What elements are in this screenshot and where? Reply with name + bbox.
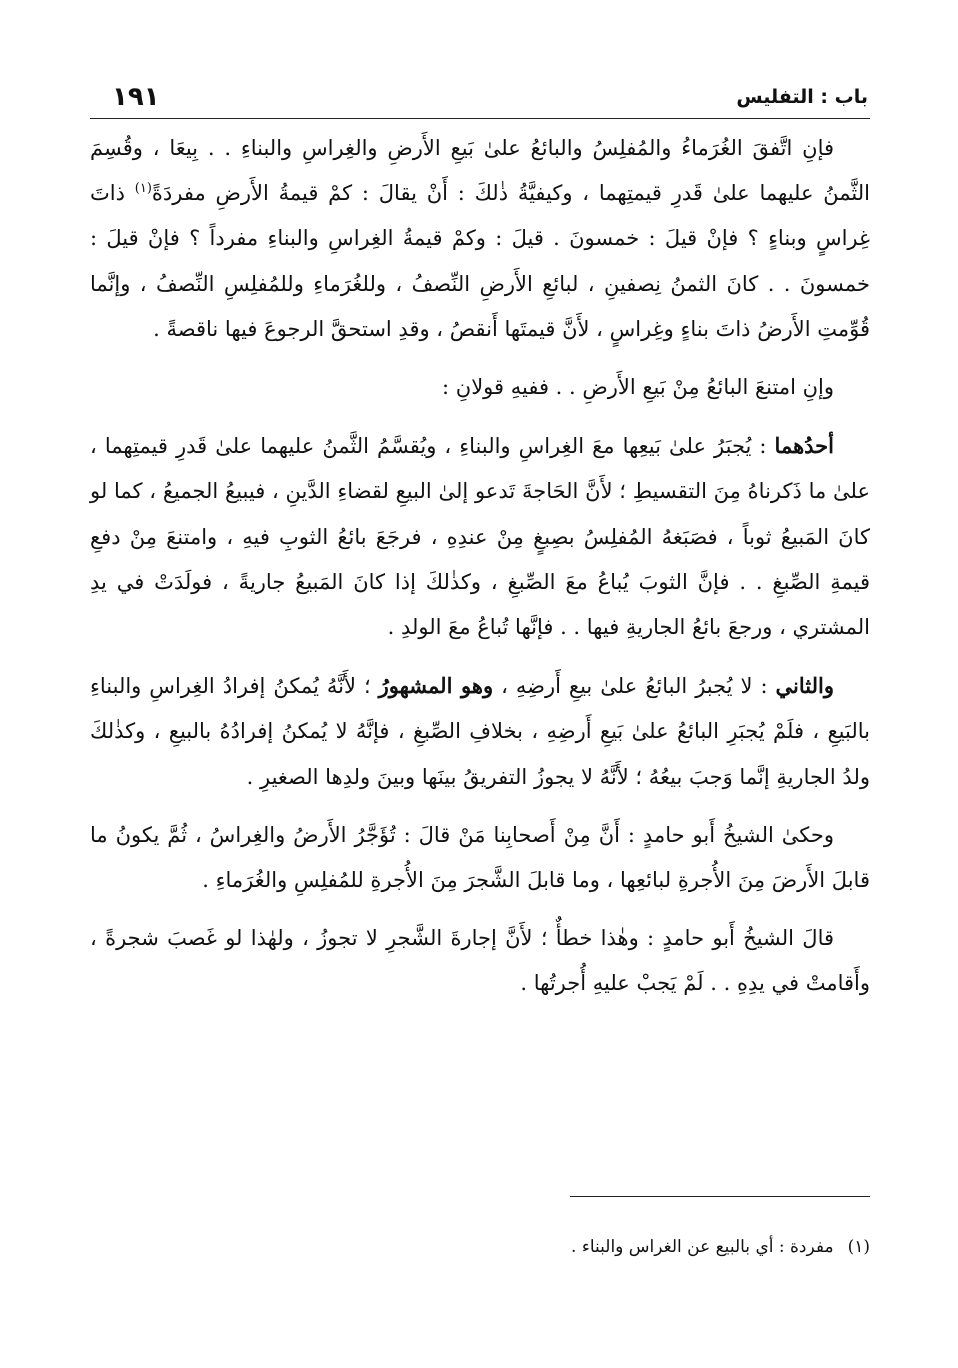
paragraph-4 (90, 663, 870, 800)
paragraph-text: قالَ الشيخُ أَبو حامدٍ : وهٰذا خطأٌ ؛ لأَنَّ إجارةَ الشَّجرِ لا تجوزُ ، ولهٰذا لو غَصبَ شجرةً ، وأَقامتْ في يدِهِ . . لَمْ يَجبْ عليهِ أُجرتُها . (90, 926, 870, 996)
opinion-label-first: أحدُهما (774, 433, 834, 459)
page-number: ١٩١ (112, 82, 160, 112)
paragraph-3 (90, 423, 870, 650)
chapter-title: باب : التفليس (736, 86, 868, 108)
running-header (90, 84, 870, 114)
paragraph-text: ذاتَ غِراسٍ وبناءٍ ؟ فإنْ قيلَ : خمسونَ . قيلَ : وكمْ قيمةُ الغِراسِ والبناءِ مفرداً ؟ فإنْ قيلَ : خمسونَ . . كانَ الثمنُ نِصفينِ ، لبائعِ الأَرضِ النِّصفُ ، وللغُرَماءِ وللمُفلِسِ النِّصفُ ، وإنَّما قُوِّمتِ الأَرضُ ذاتَ بناءٍ وغِراسٍ ، لأَنَّ قيمتَها أَنقصُ ، وقدِ استحقَّ الرجوعَ فيها ناقصةً . (90, 181, 870, 341)
footnote (90, 1232, 870, 1262)
paragraph-text: : يُجبَرُ علىٰ بَيعِها معَ الغِراسِ والبناءِ ، ويُقسَّمُ الثَّمنُ عليهما علىٰ قَدرِ قيمتِهما ، علىٰ ما ذَكرناهُ مِنَ التقسيطِ ؛ لأَنَّ الحَاجةَ تَدعو إلىٰ البيعِ لقضاءِ الدَّينِ ، فيبيعُ الجميعُ ، كما لو كانَ المَبيعُ ثوباً ، فصَبَغهُ المُفلِسُ بصِبغٍ مِنْ عندِهِ ، فرجَعَ بائعُ الثوبِ فيهِ ، وامتنعَ مِنْ دفعِ قيمةِ الصِّبغِ . . فإنَّ الثوبَ يُباعُ معَ الصِّبغِ ، وكذٰلكَ إذا كانَ المَبيعُ جاريةً ، فولَدَتْ في يدِ المشتري ، ورجعَ بائعُ الجاريةِ فيها . . فإنَّها تُباعُ معَ الولدِ . (90, 434, 870, 640)
paragraph-1 (90, 126, 870, 352)
paragraph-2 (90, 365, 870, 410)
paragraph-text: فإنِ اتَّفقَ الغُرَماءُ والمُفلِسُ والبائعُ علىٰ بَيعِ الأَرضِ والغِراسِ والبناءِ . . بِيعَا ، وقُسِمَ الثَّمنُ عليهما علىٰ قَدرِ قيمتِهما ، وكيفيَّةُ ذٰلكَ : أَنْ يقالَ : كمْ قيمةُ الأَرضِ مفردَةً (90, 136, 870, 206)
book-page (90, 0, 870, 1368)
paragraph-6 (90, 916, 870, 1006)
main-text (90, 126, 870, 1020)
footnote-divider (570, 1196, 870, 1197)
footnote-number: (١) (847, 1237, 870, 1257)
paragraph-5 (90, 813, 870, 903)
footnote-marker[interactable]: (١) (134, 181, 152, 197)
paragraph-text: ؛ لأَنَّهُ يُمكنُ إفرادُ الغِراسِ والبناءِ بالبَيعِ ، فلَمْ يُجبَرِ البائعُ علىٰ بَيعِ أَرضِهِ ، بخلافِ الصِّبغِ ، فإنَّهُ لا يُمكنُ إفرادُهُ بالبيعِ ، وكذٰلكَ ولدُ الجاريةِ إنَّما وَجبَ بيعُهُ ؛ لأَنَّهُ لا يجوزُ التفريقُ بينَها وبينَ ولدِها الصغيرِ . (90, 674, 870, 789)
paragraph-text: وحكىٰ الشيخُ أَبو حامدٍ : أَنَّ مِنْ أَصحابِنا مَنْ قالَ : تُؤَجَّرُ الأَرضُ والغِراسُ ، ثُمَّ يكونُ ما قابلَ الأَرضَ مِنَ الأُجرةِ لبائعِها ، وما قابلَ الشَّجرَ مِنَ الأُجرةِ للمُفلِسِ والغُرَماءِ . (90, 822, 870, 893)
emphasis-text: وهو المشهورُ (378, 673, 494, 699)
opinion-label-second: والثاني (775, 673, 835, 699)
paragraph-text: : لا يُجبرُ البائعُ علىٰ بيعِ أَرضِهِ ، (493, 674, 776, 699)
paragraph-text: وإنِ امتنعَ البائعُ مِنْ بَيعِ الأَرضِ . . ففيهِ قولانِ : (442, 375, 834, 400)
header-divider (90, 118, 870, 119)
footnote-text: مفردة : أي بالبيع عن الغراس والبناء . (571, 1237, 834, 1257)
